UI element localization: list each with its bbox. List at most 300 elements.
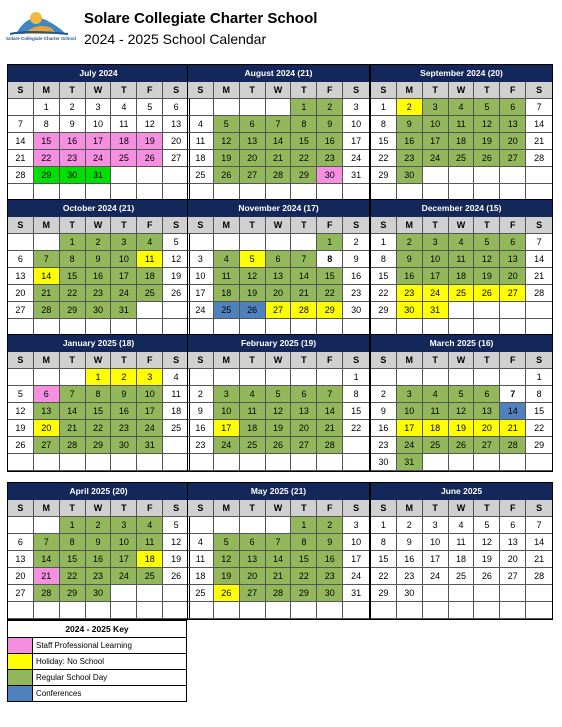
month-calendar — [7, 199, 190, 337]
day-cell: 7 — [266, 534, 292, 551]
day-cell: 4 — [137, 517, 163, 534]
weekday-header: S — [8, 500, 34, 517]
empty-cell — [343, 602, 369, 619]
day-cell: 19 — [214, 150, 240, 167]
key-label: Staff Professional Learning — [36, 641, 132, 650]
empty-cell — [34, 234, 60, 251]
day-cell: 31 — [86, 167, 112, 184]
day-cell: 4 — [111, 99, 137, 116]
weekday-header: F — [137, 352, 163, 369]
day-cell: 5 — [474, 234, 500, 251]
empty-cell — [188, 234, 214, 251]
empty-cell — [371, 602, 397, 619]
month-calendar — [370, 482, 553, 620]
day-cell: 4 — [188, 116, 214, 133]
weekday-header: S — [343, 352, 369, 369]
empty-cell — [214, 369, 240, 386]
weekday-header: M — [34, 500, 60, 517]
month-calendar — [7, 64, 190, 202]
day-cell: 18 — [111, 133, 137, 150]
empty-cell — [500, 602, 526, 619]
day-cell: 26 — [474, 568, 500, 585]
day-cell: 20 — [291, 420, 317, 437]
day-cell: 1 — [34, 99, 60, 116]
weekday-header: F — [317, 217, 343, 234]
day-cell: 18 — [240, 420, 266, 437]
empty-cell — [423, 167, 449, 184]
empty-cell — [240, 602, 266, 619]
day-cell: 8 — [371, 534, 397, 551]
day-cell: 3 — [137, 369, 163, 386]
day-cell: 9 — [397, 251, 423, 268]
weekday-header: T — [111, 500, 137, 517]
day-cell: 23 — [86, 285, 112, 302]
weekday-header: M — [214, 352, 240, 369]
day-cell: 1 — [86, 369, 112, 386]
day-cell: 13 — [8, 268, 34, 285]
empty-cell — [214, 234, 240, 251]
day-cell: 25 — [137, 285, 163, 302]
day-cell: 13 — [474, 403, 500, 420]
day-cell: 16 — [397, 268, 423, 285]
day-cell: 7 — [526, 234, 552, 251]
weekday-header: M — [214, 217, 240, 234]
day-cell: 24 — [214, 437, 240, 454]
weekday-header: W — [449, 500, 475, 517]
empty-cell — [266, 234, 292, 251]
month-title: April 2025 (20) — [8, 483, 189, 500]
day-cell: 21 — [526, 551, 552, 568]
calendar-title: 2024 - 2025 School Calendar — [84, 31, 267, 47]
day-cell: 23 — [317, 150, 343, 167]
day-cell: 31 — [423, 302, 449, 319]
day-cell: 16 — [343, 268, 369, 285]
weekday-header: F — [317, 82, 343, 99]
empty-cell — [188, 454, 214, 471]
day-cell: 6 — [291, 386, 317, 403]
weekday-header: W — [266, 500, 292, 517]
empty-cell — [163, 167, 189, 184]
empty-cell — [8, 517, 34, 534]
empty-cell — [137, 585, 163, 602]
day-cell: 13 — [240, 133, 266, 150]
day-cell: 16 — [86, 268, 112, 285]
day-cell: 5 — [8, 386, 34, 403]
day-cell: 19 — [214, 568, 240, 585]
day-cell: 28 — [266, 585, 292, 602]
empty-cell — [397, 369, 423, 386]
weekday-header: M — [397, 217, 423, 234]
day-cell: 31 — [397, 454, 423, 471]
day-cell: 30 — [371, 454, 397, 471]
day-cell: 29 — [291, 585, 317, 602]
day-cell: 23 — [86, 568, 112, 585]
day-cell: 2 — [111, 369, 137, 386]
day-cell: 3 — [397, 386, 423, 403]
key-item — [8, 654, 186, 670]
day-cell: 28 — [8, 167, 34, 184]
month-title: June 2025 — [371, 483, 552, 500]
day-cell: 8 — [371, 116, 397, 133]
day-cell: 6 — [240, 534, 266, 551]
day-cell: 23 — [397, 150, 423, 167]
day-cell: 22 — [526, 420, 552, 437]
weekday-header: T — [423, 82, 449, 99]
day-cell: 11 — [163, 386, 189, 403]
weekday-header: M — [397, 82, 423, 99]
empty-cell — [343, 454, 369, 471]
day-cell: 2 — [86, 517, 112, 534]
day-cell: 15 — [343, 403, 369, 420]
day-cell: 17 — [86, 133, 112, 150]
day-cell: 25 — [188, 167, 214, 184]
weekday-header: S — [163, 352, 189, 369]
weekday-header: T — [240, 217, 266, 234]
weekday-header: S — [526, 500, 552, 517]
weekday-header: T — [474, 217, 500, 234]
day-cell: 4 — [214, 251, 240, 268]
day-cell: 22 — [371, 568, 397, 585]
day-cell: 23 — [188, 437, 214, 454]
day-cell: 19 — [449, 420, 475, 437]
day-cell: 27 — [500, 568, 526, 585]
empty-cell — [526, 454, 552, 471]
day-cell: 4 — [449, 99, 475, 116]
day-cell: 4 — [163, 369, 189, 386]
day-cell: 28 — [34, 585, 60, 602]
weekday-header: W — [449, 82, 475, 99]
day-cell: 3 — [423, 234, 449, 251]
day-cell: 31 — [343, 167, 369, 184]
day-cell: 18 — [214, 285, 240, 302]
key-swatch — [8, 638, 33, 653]
day-cell: 5 — [266, 386, 292, 403]
day-cell: 2 — [371, 386, 397, 403]
day-cell: 24 — [111, 285, 137, 302]
day-cell: 17 — [343, 551, 369, 568]
day-cell: 16 — [397, 551, 423, 568]
logo-text: Solare Collegiate Charter School — [6, 36, 77, 41]
empty-cell — [188, 99, 214, 116]
day-cell: 20 — [8, 285, 34, 302]
month-title: July 2024 — [8, 65, 189, 82]
month-calendar — [187, 64, 370, 202]
day-cell: 17 — [343, 133, 369, 150]
day-cell: 6 — [474, 386, 500, 403]
day-cell: 11 — [240, 403, 266, 420]
day-cell: 2 — [317, 517, 343, 534]
empty-cell — [526, 167, 552, 184]
day-cell: 26 — [8, 437, 34, 454]
day-cell: 1 — [343, 369, 369, 386]
weekday-header: T — [60, 217, 86, 234]
day-cell: 25 — [137, 568, 163, 585]
day-cell: 21 — [34, 285, 60, 302]
empty-cell — [291, 602, 317, 619]
empty-cell — [500, 454, 526, 471]
day-cell: 1 — [317, 234, 343, 251]
weekday-header: T — [60, 500, 86, 517]
empty-cell — [163, 437, 189, 454]
day-cell: 1 — [291, 517, 317, 534]
day-cell: 21 — [291, 285, 317, 302]
day-cell: 7 — [34, 251, 60, 268]
empty-cell — [60, 369, 86, 386]
day-cell: 20 — [474, 420, 500, 437]
day-cell: 3 — [423, 517, 449, 534]
day-cell: 24 — [423, 285, 449, 302]
day-cell: 16 — [397, 133, 423, 150]
day-cell: 21 — [266, 150, 292, 167]
empty-cell — [449, 302, 475, 319]
day-cell: 15 — [371, 551, 397, 568]
day-cell: 11 — [449, 251, 475, 268]
day-cell: 25 — [214, 302, 240, 319]
day-cell: 8 — [60, 534, 86, 551]
day-cell: 4 — [449, 234, 475, 251]
day-cell: 12 — [474, 116, 500, 133]
day-cell: 10 — [188, 268, 214, 285]
day-cell: 27 — [240, 167, 266, 184]
empty-cell — [371, 369, 397, 386]
day-cell: 23 — [60, 150, 86, 167]
day-cell: 21 — [266, 568, 292, 585]
day-cell: 13 — [291, 403, 317, 420]
day-cell: 1 — [60, 234, 86, 251]
day-cell: 27 — [474, 437, 500, 454]
day-cell: 22 — [60, 285, 86, 302]
day-cell: 19 — [163, 551, 189, 568]
weekday-header: T — [60, 82, 86, 99]
key-item — [8, 686, 186, 701]
weekday-header: S — [8, 217, 34, 234]
empty-cell — [291, 234, 317, 251]
day-cell: 30 — [397, 585, 423, 602]
empty-cell — [34, 454, 60, 471]
day-cell: 24 — [423, 150, 449, 167]
day-cell: 30 — [86, 585, 112, 602]
weekday-header: F — [500, 352, 526, 369]
day-cell: 10 — [397, 403, 423, 420]
day-cell: 8 — [60, 251, 86, 268]
key-label: Regular School Day — [36, 673, 108, 682]
day-cell: 16 — [317, 551, 343, 568]
day-cell: 21 — [8, 150, 34, 167]
day-cell: 1 — [526, 369, 552, 386]
day-cell: 25 — [240, 437, 266, 454]
weekday-header: F — [500, 82, 526, 99]
day-cell: 7 — [500, 386, 526, 403]
month-calendar — [370, 334, 553, 472]
day-cell: 5 — [449, 386, 475, 403]
day-cell: 20 — [266, 285, 292, 302]
day-cell: 24 — [86, 150, 112, 167]
empty-cell — [34, 602, 60, 619]
day-cell: 13 — [163, 116, 189, 133]
day-cell: 6 — [8, 534, 34, 551]
day-cell: 23 — [397, 568, 423, 585]
day-cell: 26 — [240, 302, 266, 319]
day-cell: 21 — [34, 568, 60, 585]
day-cell: 9 — [86, 251, 112, 268]
weekday-header: S — [188, 217, 214, 234]
day-cell: 20 — [500, 551, 526, 568]
day-cell: 17 — [397, 420, 423, 437]
day-cell: 30 — [397, 167, 423, 184]
weekday-header: S — [188, 82, 214, 99]
empty-cell — [86, 602, 112, 619]
empty-cell — [163, 454, 189, 471]
empty-cell — [343, 437, 369, 454]
weekday-header: M — [214, 82, 240, 99]
month-title: August 2024 (21) — [188, 65, 369, 82]
weekday-header: W — [86, 500, 112, 517]
day-cell: 22 — [60, 568, 86, 585]
day-cell: 15 — [34, 133, 60, 150]
empty-cell — [111, 585, 137, 602]
key-item — [8, 638, 186, 654]
day-cell: 8 — [86, 386, 112, 403]
empty-cell — [34, 517, 60, 534]
day-cell: 27 — [240, 585, 266, 602]
day-cell: 12 — [240, 268, 266, 285]
month-calendar — [7, 482, 190, 620]
weekday-header: M — [214, 500, 240, 517]
day-cell: 22 — [291, 150, 317, 167]
day-cell: 1 — [371, 99, 397, 116]
day-cell: 30 — [343, 302, 369, 319]
day-cell: 5 — [474, 99, 500, 116]
day-cell: 10 — [343, 534, 369, 551]
weekday-header: T — [111, 217, 137, 234]
day-cell: 9 — [371, 403, 397, 420]
day-cell: 23 — [397, 285, 423, 302]
weekday-header: T — [111, 352, 137, 369]
day-cell: 20 — [240, 568, 266, 585]
empty-cell — [8, 369, 34, 386]
day-cell: 17 — [111, 551, 137, 568]
day-cell: 30 — [60, 167, 86, 184]
weekday-header: T — [474, 352, 500, 369]
day-cell: 1 — [291, 99, 317, 116]
key-label: Holiday: No School — [36, 657, 105, 666]
empty-cell — [500, 585, 526, 602]
empty-cell — [60, 454, 86, 471]
empty-cell — [291, 369, 317, 386]
weekday-header: T — [111, 82, 137, 99]
weekday-header: S — [371, 82, 397, 99]
day-cell: 24 — [343, 568, 369, 585]
weekday-header: F — [137, 82, 163, 99]
empty-cell — [500, 167, 526, 184]
day-cell: 19 — [474, 551, 500, 568]
day-cell: 3 — [111, 234, 137, 251]
day-cell: 24 — [188, 302, 214, 319]
day-cell: 27 — [500, 285, 526, 302]
empty-cell — [214, 454, 240, 471]
empty-cell — [449, 167, 475, 184]
day-cell: 5 — [163, 234, 189, 251]
empty-cell — [111, 602, 137, 619]
empty-cell — [474, 167, 500, 184]
day-cell: 6 — [240, 116, 266, 133]
day-cell: 30 — [111, 437, 137, 454]
empty-cell — [474, 585, 500, 602]
weekday-header: S — [188, 352, 214, 369]
day-cell: 6 — [500, 234, 526, 251]
day-cell: 15 — [60, 551, 86, 568]
day-cell: 25 — [449, 285, 475, 302]
day-cell: 25 — [449, 568, 475, 585]
empty-cell — [526, 302, 552, 319]
empty-cell — [163, 585, 189, 602]
empty-cell — [86, 454, 112, 471]
day-cell: 26 — [163, 285, 189, 302]
day-cell: 11 — [111, 116, 137, 133]
day-cell: 14 — [500, 403, 526, 420]
day-cell: 10 — [423, 534, 449, 551]
empty-cell — [474, 454, 500, 471]
day-cell: 29 — [86, 437, 112, 454]
day-cell: 28 — [500, 437, 526, 454]
day-cell: 3 — [214, 386, 240, 403]
day-cell: 2 — [188, 386, 214, 403]
day-cell: 25 — [449, 150, 475, 167]
day-cell: 12 — [163, 534, 189, 551]
day-cell: 29 — [371, 302, 397, 319]
empty-cell — [317, 454, 343, 471]
day-cell: 20 — [8, 568, 34, 585]
empty-cell — [137, 454, 163, 471]
day-cell: 11 — [188, 551, 214, 568]
day-cell: 24 — [137, 420, 163, 437]
day-cell: 16 — [188, 420, 214, 437]
weekday-header: M — [397, 500, 423, 517]
empty-cell — [474, 369, 500, 386]
day-cell: 29 — [291, 167, 317, 184]
day-cell: 26 — [137, 150, 163, 167]
weekday-header: S — [188, 500, 214, 517]
day-cell: 26 — [163, 568, 189, 585]
day-cell: 5 — [240, 251, 266, 268]
day-cell: 8 — [343, 386, 369, 403]
day-cell: 8 — [34, 116, 60, 133]
day-cell: 18 — [137, 268, 163, 285]
day-cell: 30 — [86, 302, 112, 319]
day-cell: 17 — [423, 133, 449, 150]
day-cell: 27 — [500, 150, 526, 167]
day-cell: 27 — [291, 437, 317, 454]
day-cell: 15 — [86, 403, 112, 420]
day-cell: 8 — [317, 251, 343, 268]
empty-cell — [423, 602, 449, 619]
day-cell: 9 — [111, 386, 137, 403]
day-cell: 11 — [137, 534, 163, 551]
month-title: March 2025 (16) — [371, 335, 552, 352]
day-cell: 10 — [423, 251, 449, 268]
weekday-header: W — [86, 352, 112, 369]
month-title: November 2024 (17) — [188, 200, 369, 217]
weekday-header: T — [423, 500, 449, 517]
empty-cell — [266, 99, 292, 116]
key-item — [8, 670, 186, 686]
empty-cell — [291, 454, 317, 471]
day-cell: 2 — [397, 517, 423, 534]
day-cell: 22 — [86, 420, 112, 437]
day-cell: 24 — [111, 568, 137, 585]
day-cell: 6 — [163, 99, 189, 116]
day-cell: 9 — [317, 116, 343, 133]
